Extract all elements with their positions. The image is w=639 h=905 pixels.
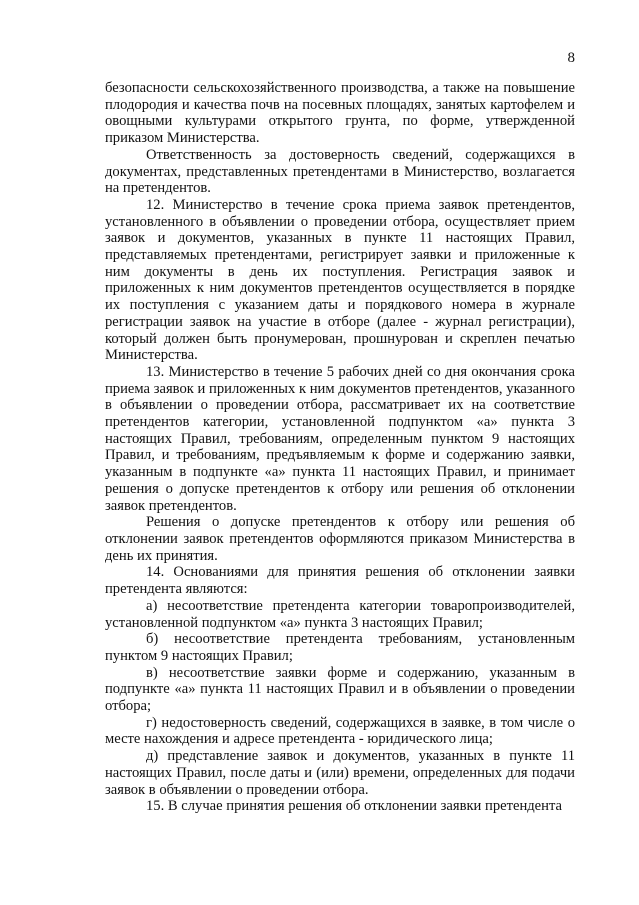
paragraph-item-13: 13. Министерство в течение 5 рабочих дней со дня окончания срока приема заявок и приложенных к ним документов претендентов, указанного в объявлении о проведении отбора, рассматривает их на соответствие претендентов категории, установленной подпунктом «а» пункта 3 настоящих Правил, требованиям, определенным пунктом 9 настоящих Правил, и требованиям, предъявляемым к форме и содержанию заявки, указанным в подпункте «а» пункта 11 настоящих Правил, и принимает решения о допуске претендентов к отбору или решения об отклонении заявок претендентов. xyxy=(105,363,575,514)
paragraph-item-12: 12. Министерство в течение срока приема заявок претендентов, установленного в объявлении о проведении отбора, осуществляет прием заявок и документов, указанных в пункте 11 настоящих Правил, представляемых претендентами, регистрирует заявки и приложенные к ним документы в день их поступления. Регистрация заявок и приложенных к ним документов претендентов осуществляется в порядке их поступления с указанием даты и порядкового номера в журнале регистрации заявок на участие в отборе (далее - журнал регистрации), который должен быть пронумерован, прошнурован и скреплен печатью Министерства. xyxy=(105,196,575,364)
paragraph-intro-continuation: безопасности сельскохозяйственного производства, а также на повышение плодородия и качества почв на посевных площадях, занятых картофелем и овощными культурами открытого грунта, по форме, утвержденной приказом Министерства. xyxy=(105,80,575,147)
paragraph-responsibility: Ответственность за достоверность сведений, содержащихся в документах, представленных претендентами в Министерство, возлагается на претендентов. xyxy=(105,146,575,197)
paragraph-item-14-b: б) несоответствие претендента требованиям, установленным пунктом 9 настоящих Правил; xyxy=(105,631,575,664)
paragraph-item-14-v: в) несоответствие заявки форме и содержанию, указанным в подпункте «а» пункта 11 настоящих Правил и в объявлении о проведении отбора; xyxy=(105,664,575,715)
paragraph-item-14: 14. Основаниями для принятия решения об отклонении заявки претендента являются: xyxy=(105,564,575,598)
document-body xyxy=(105,80,575,815)
paragraph-item-14-g: г) недостоверность сведений, содержащихся в заявке, в том числе о месте нахождения и адресе претендента - юридического лица; xyxy=(105,714,575,748)
paragraph-decisions: Решения о допуске претендентов к отбору или решения об отклонении заявок претендентов оформляются приказом Министерства в день их принятия. xyxy=(105,514,575,564)
paragraph-item-14-d: д) представление заявок и документов, указанных в пункте 11 настоящих Правил, после даты и (или) времени, определенных для подачи заявок в объявлении о проведении отбора. xyxy=(105,748,575,798)
page-number: 8 xyxy=(567,50,575,66)
paragraph-item-15: 15. В случае принятия решения об отклонении заявки претендента xyxy=(146,798,563,815)
paragraph-item-14-a: а) несоответствие претендента категории товаропроизводителей, установленной подпунктом «а» пункта 3 настоящих Правил; xyxy=(105,597,575,631)
